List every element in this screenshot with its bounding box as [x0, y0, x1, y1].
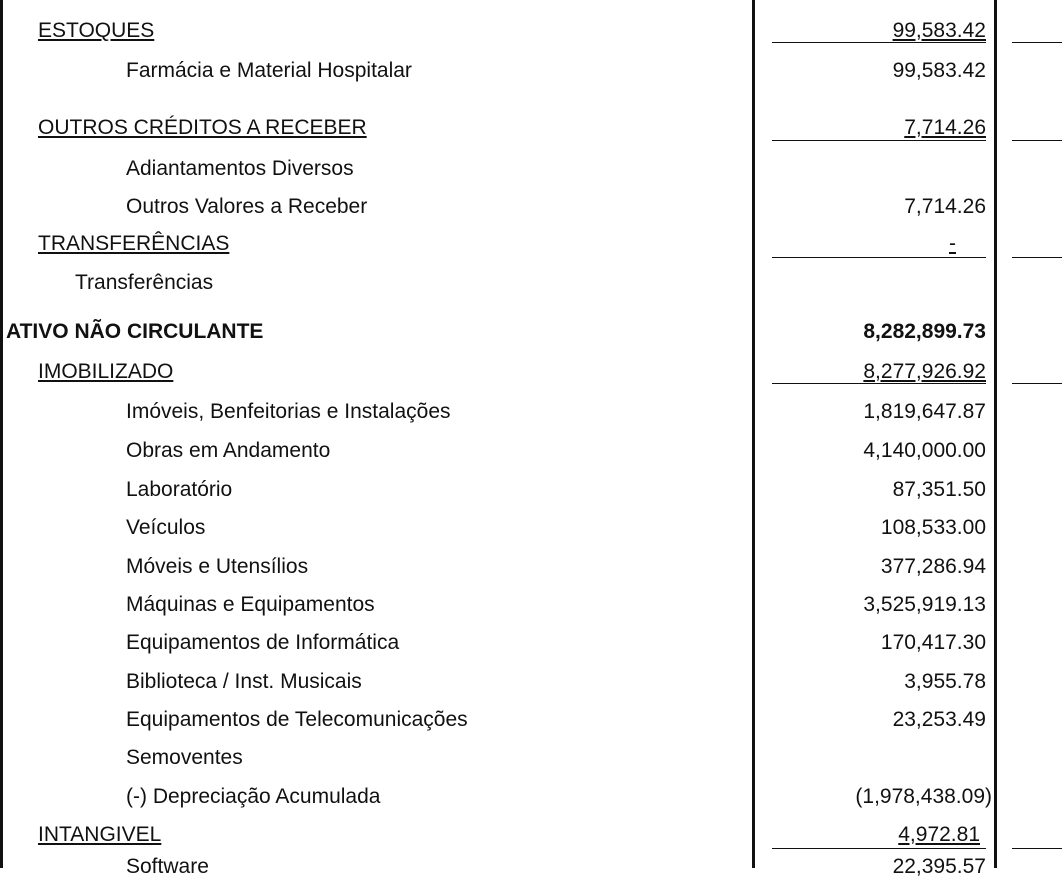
group-value-transferencias: - [949, 232, 956, 255]
group-label-imobilizado: IMOBILIZADO [38, 360, 174, 383]
item-label: Semoventes [126, 746, 243, 769]
item-value: 99,583.42 [892, 59, 986, 82]
item-label: Software [126, 855, 209, 878]
item-value: 108,533.00 [880, 516, 986, 539]
item-value: 3,955.78 [904, 670, 986, 693]
group-label-outros-creditos: OUTROS CRÉDITOS A RECEBER [38, 116, 367, 139]
group-value-intangivel: 4,972.81 [898, 823, 980, 846]
total-rule-next-column [1012, 42, 1062, 43]
total-rule [772, 140, 986, 141]
item-value: 3,525,919.13 [863, 593, 986, 616]
column-border-left [0, 0, 3, 868]
item-label: Equipamentos de Telecomunicações [126, 708, 468, 731]
item-value: 4,140,000.00 [863, 439, 986, 462]
total-rule [772, 383, 986, 384]
item-value: 377,286.94 [880, 555, 986, 578]
item-label: Farmácia e Material Hospitalar [126, 59, 412, 82]
item-value: 23,253.49 [892, 708, 986, 731]
item-label: Adiantamentos Diversos [126, 157, 354, 180]
item-label: Transferências [75, 271, 214, 294]
item-value: 170,417.30 [880, 631, 986, 654]
item-label: Móveis e Utensílios [126, 555, 309, 578]
group-label-estoques: ESTOQUES [38, 19, 155, 42]
item-label: Imóveis, Benfeitorias e Instalações [126, 400, 451, 423]
group-value-imobilizado: 8,277,926.92 [863, 360, 986, 383]
total-rule [772, 42, 986, 43]
total-rule-next-column [1012, 383, 1062, 384]
item-label: Veículos [126, 516, 206, 539]
section-total-ativo-nao-circulante: 8,282,899.73 [863, 320, 986, 343]
item-value: (1,978,438.09) [855, 785, 992, 808]
item-value: 7,714.26 [904, 195, 986, 218]
total-rule [772, 257, 986, 258]
section-title-ativo-nao-circulante: ATIVO NÃO CIRCULANTE [6, 320, 264, 343]
item-label: Laboratório [126, 478, 233, 501]
column-border-right [994, 0, 997, 868]
item-label: Biblioteca / Inst. Musicais [126, 670, 362, 693]
total-rule-next-column [1012, 257, 1062, 258]
item-value: 1,819,647.87 [863, 400, 986, 423]
item-label: Outros Valores a Receber [126, 195, 368, 218]
group-value-estoques: 99,583.42 [892, 19, 986, 42]
item-label: Equipamentos de Informática [126, 631, 400, 654]
item-value: 87,351.50 [892, 478, 986, 501]
total-rule-next-column [1012, 140, 1062, 141]
group-label-transferencias: TRANSFERÊNCIAS [38, 232, 230, 255]
item-label: (-) Depreciação Acumulada [126, 785, 381, 808]
total-rule [772, 848, 986, 849]
item-label: Máquinas e Equipamentos [126, 593, 375, 616]
item-value: 22,395.57 [892, 855, 986, 878]
group-value-outros-creditos: 7,714.26 [904, 116, 986, 139]
total-rule-next-column [1012, 848, 1062, 849]
group-label-intangivel: INTANGIVEL [38, 823, 162, 846]
column-border-middle [752, 0, 755, 868]
item-label: Obras em Andamento [126, 439, 331, 462]
